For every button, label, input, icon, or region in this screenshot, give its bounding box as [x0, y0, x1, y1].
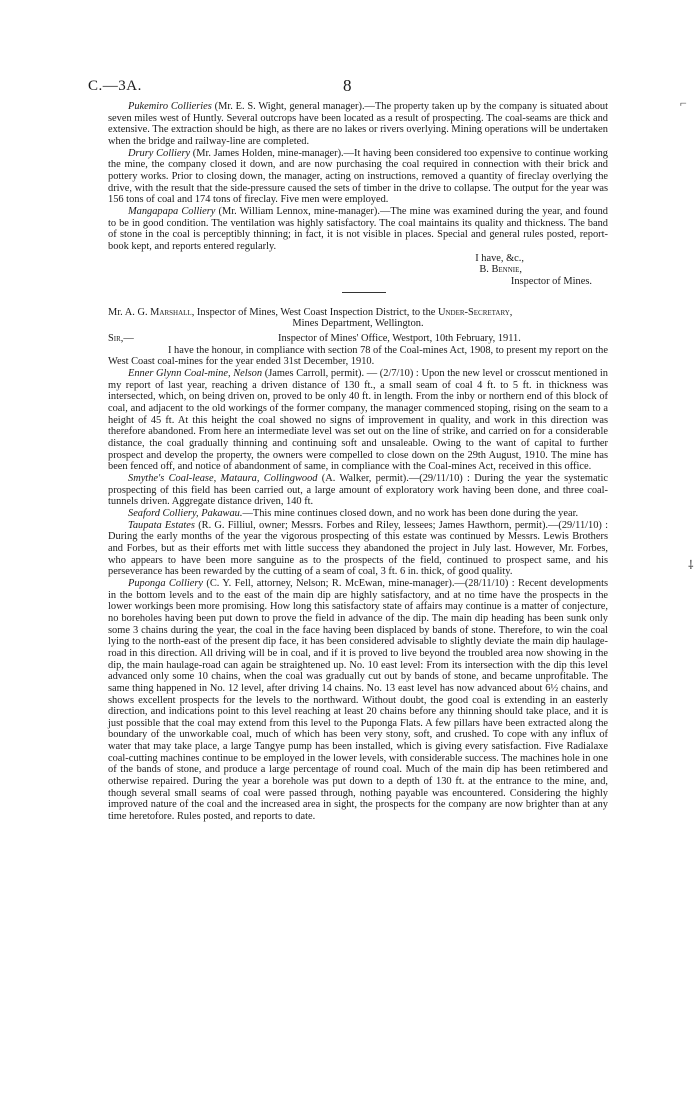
pukemiro-title: Pukemiro Collieries [128, 101, 212, 112]
section-divider [342, 292, 386, 293]
mangapapa-title: Mangapapa Colliery [128, 205, 216, 217]
puponga-paragraph [108, 578, 608, 823]
smythe-title: Smythe's Coal-lease, Mataura, Collingwood [128, 473, 318, 485]
closing-line: I have, &c., [475, 252, 524, 264]
drury-text: (Mr. James Holden, mine-manager).—It having been considered too expensive to continue working the mine, the company closed it down, and are now purchasing the coal required in connection with their brick and pottery works. Prior to closing down, the manager, acting on instructions, removed a quantity of fireclay overlying the drive, with the result that the side-pressure caused the sets of timber in the drive to collapse. The output for the year was 156 tons of coal and 174 tons of fireclay. Five men were employed. [108, 147, 608, 206]
drury-title: Drury Colliery [128, 147, 191, 159]
enner-glynn-title: Enner Glynn Coal-mine, Nelson [128, 368, 263, 380]
margin-mark-top: ⌐ [680, 96, 687, 110]
taupata-text: (R. G. Filliul, owner; Messrs. Forbes and Riley, lessees; James Hawthorn, permit).—(29/11/10) : During the early months of the year the vigorous prospecting of this estate was continued by Messrs. Lewis Brothers and Forbes, but as their efforts met with little success they abandoned the project in July last. However, Mr. Forbes, who appears to have been more sanguine as to the prospects of the field, continued to prospect same, and his perseverance has been rewarded by the cutting of a seam of coal, 3 ft. 6 in. thick, of good quality. [108, 519, 608, 578]
document-body [108, 101, 608, 823]
mangapapa-text: (Mr. William Lennox, mine-manager).—The mine was examined during the year, and found to be in good condition. The ventilation was highly satisfactory. The coal maintains its quality and thickness. The band of stone in the coal is perceptibly thinning; in fact, it is not visible in places. Special and general rules posted, report-book kept, and reports entered regularly. [108, 205, 608, 252]
address-name: Marshall [150, 306, 192, 318]
pukemiro-paragraph [108, 101, 608, 148]
enner-glynn-paragraph [108, 368, 608, 473]
signatory-name: B. Bennie, [479, 264, 522, 276]
mangapapa-paragraph [108, 206, 608, 253]
signatory-title: Inspector of Mines. [510, 275, 592, 287]
address-mid: , Inspector of Mines, West Coast Inspection District, to the [191, 306, 438, 318]
place-date: Inspector of Mines' Office, Westport, 10th February, 1911. [278, 332, 521, 344]
puponga-text: (C. Y. Fell, attorney, Nelson; R. McEwan, mine-manager).—(28/11/10) : Recent developments in the bottom levels and to the east of the main dip are highly satisfactory, and at no time have the prospects in the lower workings been more promising. How long this satisfactory state of affairs may continue is a matter of conjecture, no boreholes having been put down to prove the field in advance of the dip. The main dip heading has been sunk only some 3 chains during the year, the coal in the face having been displaced by bands of stone. Therefore, to win the coal lying to the north-east of the present dip face, it has been considered advisable to slightly deviate the main dip haulage-road in this direction. All driving will be in coal, and if it is proved to live beyond the troubled area now showing in the dip, the main haulage-road can again be straightened up. No. 10 east level: From its intersection with the dip this level advanced only some 10 chains, when the coal was gradually cut out by bands of stone, and became unprofitable. The same thing happened in No. 12 level, after driving 14 chains. No. 13 east level has now advanced about 6½ chains, and shows excellent prospects for the levels to the northward. Without doubt, the good coal is extending in an easterly direction, and indications point to this level reaching at least 20 chains before any thinning should take place, and it is just possible that the coal may extend from this level to the Puponga Flats. A few pillars have been extracted along the boundary of the unworkable coal, much of which has been very stony, soft, and crushed. To cope with any influx of water that may take place, a large Tangye pump has been installed, which is giving every satisfaction. Five Radialaxe coal-cutting machines continue to be employed in the lower levels, with considerable success. The machines hole in one of the bands of stone, and produce a large percentage of round coal. Much of the main dip has been retimbered and otherwise repaired. During the year a borehole was put down to a depth of 130 ft. at the entrance to the mine, and, though several small seams of coal were passed through, nothing payable was encountered. Considering the highly improved nature of the coal and the increased area in sight, the prospects for the company are now brighter than at any time heretofore. Rules posted, and reports to date. [108, 577, 608, 823]
seaford-paragraph [108, 508, 608, 520]
pukemiro-text: (Mr. E. S. Wight, general manager).—The property taken up by the company is situated about seven miles west of Huntly. Several outcrops have been located as a result of prospecting. The coal-seams are thick and extensive. The extraction should be high, as there are no lakes or rivers overlying. Mining operations will be undertaken when the bridge and railway-line are completed. [108, 101, 608, 147]
smythe-paragraph [108, 473, 608, 508]
salutation-row [108, 333, 608, 345]
enner-glynn-text: (James Carroll, permit). — (2/7/10) : Upon the new level or crosscut mentioned in my report of last year, reaching a driven distance of 130 ft., a small seam of coal 4 ft. to 5 ft. in thickness was intersected, which, on being driven on, proved to be only 40 ft. in length. From the inby or northern end of this block of coal, and adjacent to the old workings of the former company, the manager commenced stoping, rising on the seam to a height of 45 ft. At this height the coal showed no signs of improvement in quality, and work in this direction was therefore abandoned. From here an intermediate level was set out on the line of strike, and carried on for a considerable distance, the coal gradually thinning and continuing soft and unsaleable. Owing to the want of capital to further prospect and develop the property, the owners were compelled to close down on the 29th August, 1910. The mine has been fenced off, and notice of abandonment of same, in compliance with the Coal-mines Act, received in this office. [108, 368, 608, 473]
address-prefix: Mr. A. G. [108, 306, 151, 318]
puponga-title: Puponga Colliery [128, 577, 203, 589]
intro-paragraph: I have the honour, in compliance with section 78 of the Coal-mines Act, 1908, to present my report on the West Coast coal-mines for the year ended 31st December, 1910. [108, 344, 608, 368]
smythe-text: (A. Walker, permit).—(29/11/10) : During the year the systematic prospecting of this field has been carried out, a large amount of exploratory work having been done, and three coal-tunnels driven. Aggregate distance driven, 140 ft. [108, 473, 608, 508]
seaford-title: Seaford Colliery, Pakawau. [128, 508, 243, 519]
salutation: Sir,— [108, 332, 134, 344]
margin-mark-mid: ⸸ [688, 558, 694, 572]
drury-paragraph [108, 148, 608, 206]
taupata-paragraph [108, 520, 608, 578]
address-line-2: Mines Department, Wellington. [292, 318, 424, 330]
document-reference: C.—3A. [88, 78, 142, 94]
seaford-text: —This mine continues closed down, and no work has been done during the year. [242, 508, 579, 519]
taupata-title: Taupata Estates [128, 519, 195, 531]
page-number: 8 [343, 76, 352, 95]
page-header [88, 78, 618, 98]
address-recipient: Under-Secretary, [437, 306, 513, 318]
address-line [108, 307, 608, 319]
